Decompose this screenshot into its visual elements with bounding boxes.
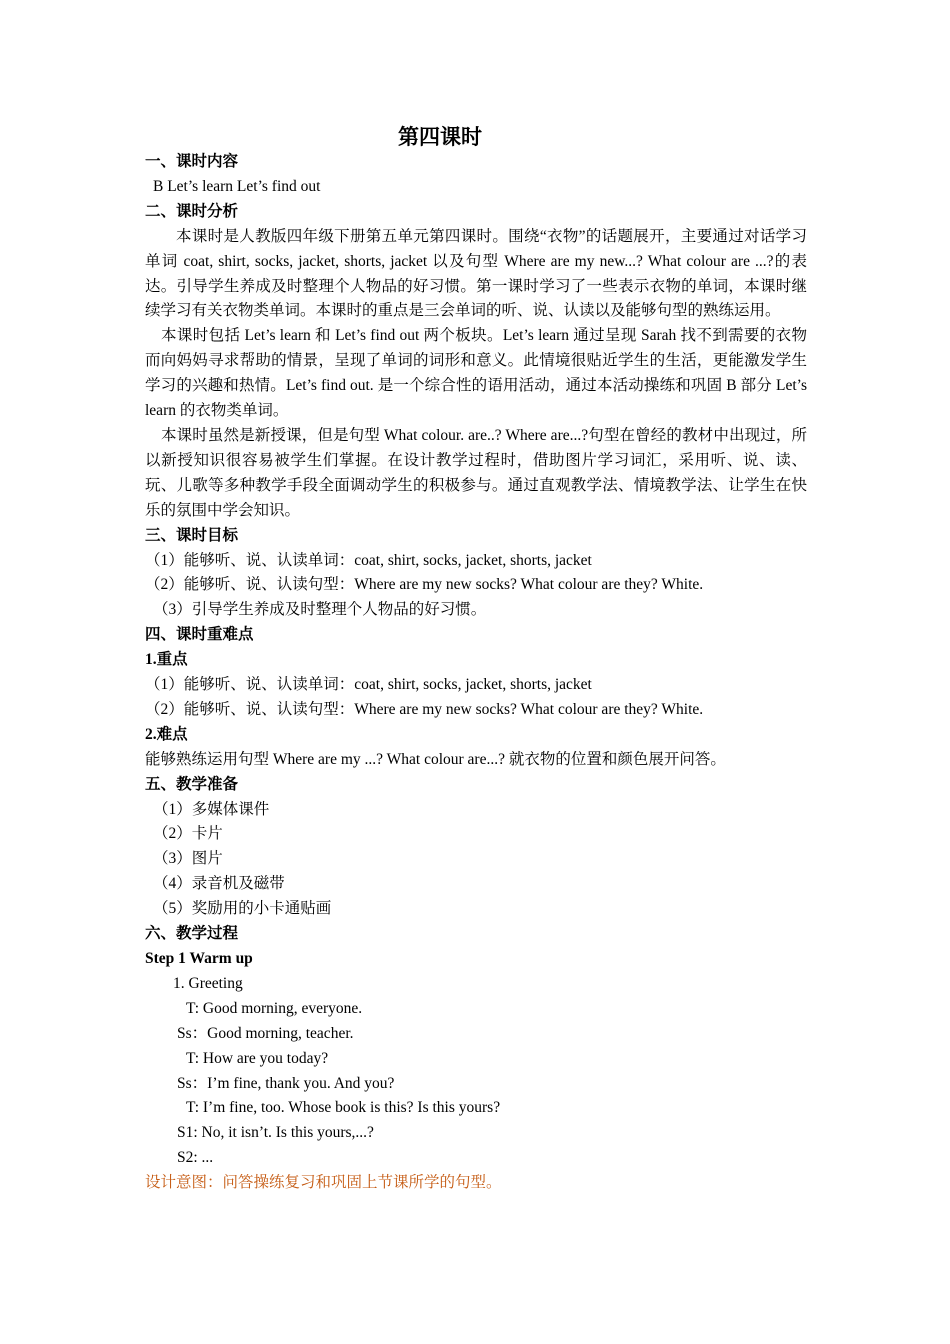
document-body [145,150,807,1196]
section-2-paragraph-2: 本课时包括 Let’s learn 和 Let’s find out 两个板块。Let’s learn 通过呈现 Sarah 找不到需要的衣物而向妈妈寻求帮助的情景，呈现了单词的词形和意义。此情境很贴近学生的生活，更能激发学生学习的兴趣和热情。Let’s find out. 是一个综合性的语用活动，通过本活动操练和巩固 B 部分 Let’s learn 的衣物类单词。 [145,327,807,420]
design-intent-note: 设计意图：问答操练复习和巩固上节课所学的句型。 [145,1174,502,1192]
difficult-point-text: 能够熟练运用句型 Where are my ...? What colour are...? 就衣物的位置和颜色展开问答。 [145,750,726,768]
section-3-item: （3）引导学生养成及时整理个人物品的好习惯。 [153,601,487,619]
section-3-item: （2）能够听、说、认读句型：Where are my new socks? What colour are they? White. [145,576,704,594]
key-point-item: （1）能够听、说、认读单词：coat, shirt, socks, jacket, shorts, jacket [145,676,592,694]
step-1-heading: Step 1 Warm up [145,950,253,967]
key-points-heading: 1.重点 [145,651,188,669]
preparation-item: （1）多媒体课件 [153,800,270,818]
section-6-heading: 六、教学过程 [145,925,239,943]
section-5-heading: 五、教学准备 [145,775,239,793]
dialog-line-student-1: S1: No, it isn’t. Is this yours,...? [177,1124,374,1142]
dialog-line-teacher: T: How are you today? [186,1049,329,1067]
greeting-heading: 1. Greeting [173,974,243,992]
document-title: 第四课时 [398,125,482,149]
section-2-paragraph-3: 本课时虽然是新授课，但是句型 What colour. are..? Where are...?句型在曾经的教材中出现过，所以新授知识很容易被学生们掌握。在设计教学过程时，借助图片学习词汇，采用听、说、读、玩、儿歌等多种教学手段全面调动学生的积极参与。通过直观教学法、情境教学法、让学生在快乐的氛围中学会知识。 [145,426,807,519]
preparation-item: （4）录音机及磁带 [153,875,285,893]
preparation-item: （2）卡片 [153,825,223,843]
dialog-line-students: Ss：I’m fine, thank you. And you? [177,1074,395,1092]
dialog-line-teacher: T: I’m fine, too. Whose book is this? Is this yours? [186,1099,501,1117]
section-1-heading: 一、课时内容 [145,153,239,170]
preparation-item: （3）图片 [153,850,223,868]
section-4-heading: 四、课时重难点 [145,626,254,644]
preparation-item: （5）奖励用的小卡通贴画 [153,900,332,918]
section-2-paragraph-1: 本课时是人教版四年级下册第五单元第四课时。围绕“衣物”的话题展开，主要通过对话学习单词 coat, shirt, socks, jacket, shorts, jacket 以及句型 Where are my new...? What colour are ...?的表达。引导学生养成及时整理个人物品的好习惯。第一课时学习了一些表示衣物的单词，本课时继续学习有关衣物类单词。本课时的重点是三会单词的听、说、认读以及能够句型的熟练运用。 [145,227,807,320]
key-point-item: （2）能够听、说、认读句型：Where are my new socks? What colour are they? White. [145,700,704,718]
dialog-line-students: Ss：Good morning, teacher. [177,1024,354,1042]
difficult-points-heading: 2.难点 [145,725,188,743]
section-3-heading: 三、课时目标 [145,526,239,544]
section-1-text: B Let’s learn Let’s find out [153,177,321,195]
dialog-line-student-2: S2: ... [177,1149,214,1167]
dialog-line-teacher: T: Good morning, everyone. [186,999,363,1017]
section-3-item: （1）能够听、说、认读单词：coat, shirt, socks, jacket, shorts, jacket [145,551,592,569]
section-2-heading: 二、课时分析 [145,202,239,220]
